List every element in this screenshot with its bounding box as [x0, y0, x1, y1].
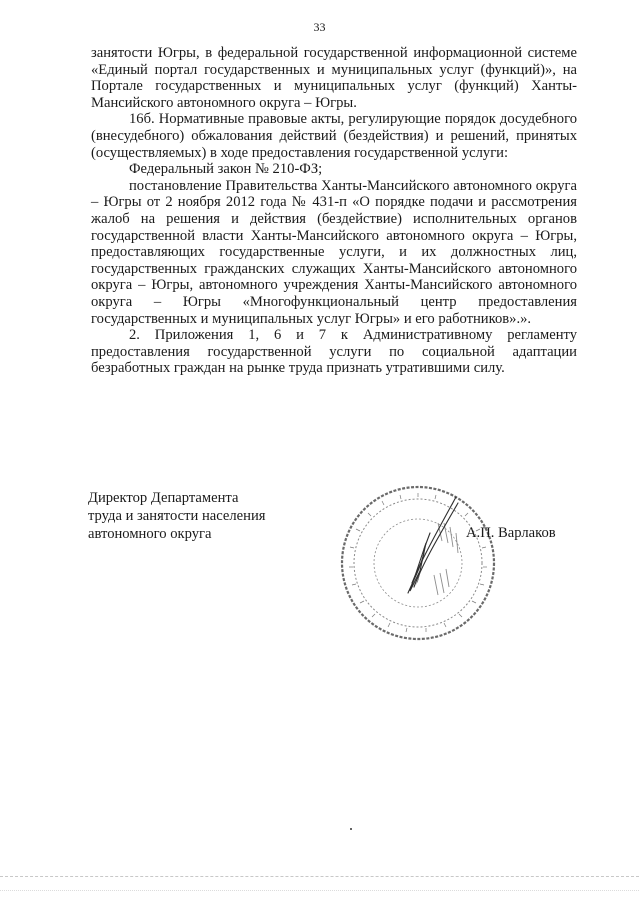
paragraph-continuation: занятости Югры, в федеральной государственной информационной системе «Единый портал государственных и муниципальных услуг (функций)», на Портале государственных и муниципальных услуг (функций) Ханты-Мансийского автономного округа – Югры.	[91, 45, 577, 111]
paragraph-16b: 16б. Нормативные правовые акты, регулирующие порядок досудебного (внесудебного) обжалования действий (бездействия) и решений, принятых (осуществляемых) в ходе предоставления государственной услуги:	[91, 111, 577, 161]
paragraph-federal-law: Федеральный закон № 210-ФЗ;	[129, 161, 323, 178]
official-seal-stamp	[338, 483, 498, 643]
position-line: Директор Департамента	[88, 490, 239, 506]
position-line: труда и занятости населения	[88, 508, 266, 524]
page-number: 33	[313, 20, 326, 34]
paragraph-annexes: 2. Приложения 1, 6 и 7 к Административному регламенту предоставления государственной услуги по социальной адаптации безработных граждан на рынке труда признать утратившими силу.	[91, 327, 577, 377]
signer-name: А.П. Варлаков	[466, 525, 556, 541]
position-line: автономного округа	[88, 526, 212, 542]
scan-speck	[350, 828, 352, 830]
scan-edge-line	[0, 876, 639, 877]
scan-edge-line-lower	[0, 890, 639, 891]
signature-position	[88, 489, 265, 543]
document-body	[91, 45, 577, 377]
paragraph-resolution: постановление Правительства Ханты-Мансийского автономного округа – Югры от 2 ноября 2012 года № 431-п «О порядке подачи и рассмотрения жалоб на решения и действия (бездействие) исполнительных органов государственной власти Ханты-Мансийского автономного округа – Югры, предоставляющих государственные услуги, и их должностных лиц, государственных гражданских служащих Ханты-Мансийского автономного округа – Югры, автономного учреждения Ханты-Мансийского автономного округа – Югры «Многофункциональный центр предоставления государственных и муниципальных услуг Югры» и его работников».».	[91, 177, 577, 327]
